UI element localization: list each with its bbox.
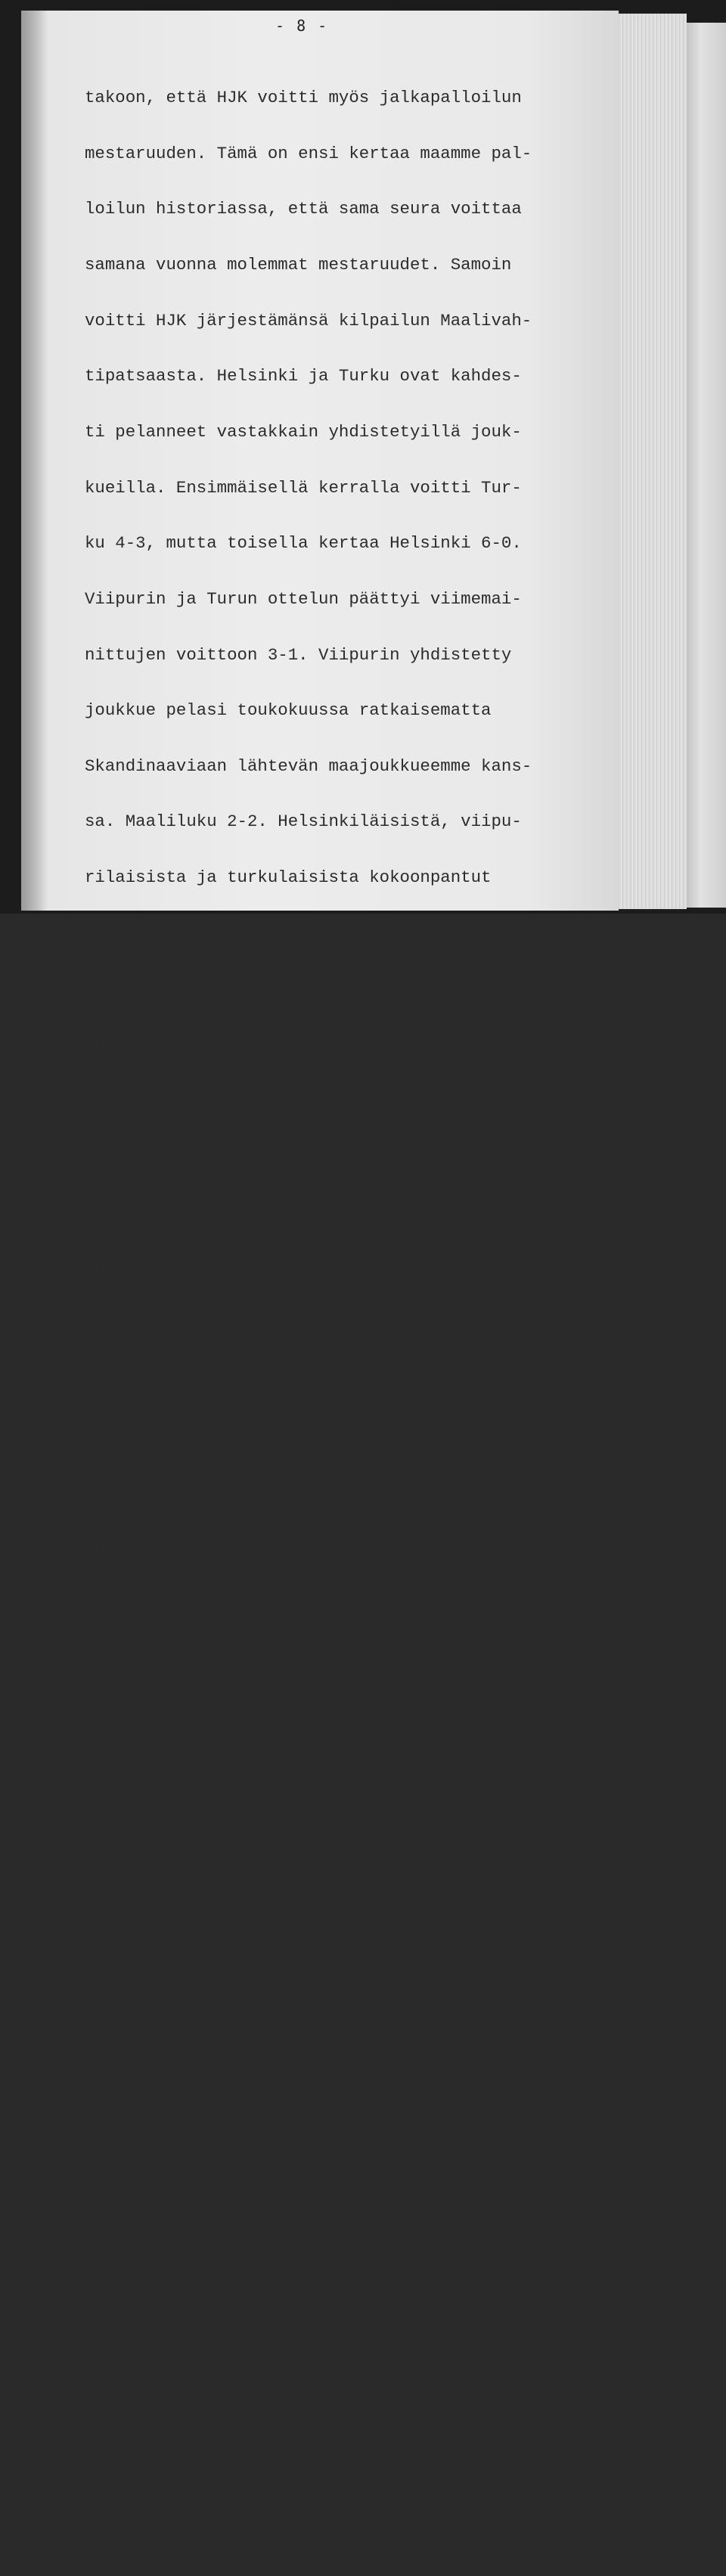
text-line: jalassa ja pelasi m.m. Joensuussa kaksi ot- [85,1146,522,1166]
text-line: (HPS),✓Ch.Stormbom (Turun IFK), M.Jansson [85,1926,501,1946]
typewritten-text [85,51,599,2576]
text-line: IFK). [85,2315,136,2335]
text-line: Laine (Viipurin Sudet),✓L.Virta ja H.Mantila [85,1870,532,1890]
text-line: sio (Viipurin Sudet),✓Kanerva (HPS),✓H.Bele- [85,2204,532,2224]
text-line: set pelaajat jalkapalloilussa vuonna 1923 o- [85,1591,532,1612]
text-line: ku 4-3, mutta toisella kertaa Helsinki 6-0. [85,533,522,554]
text-line: witcz,✓A.Katajavuori (HPS) ja G.Åström (H:gin [85,2260,542,2280]
text-line: on ollut lukuisasti. Helsingin toisen luo- [85,1034,512,1054]
text-line: (Turun IFK),✓T.Koskinen (Viipurin Sudet),✓I. [85,1814,532,1834]
text-line: gin sarjakilpailuissa mukana yli 30 joukku- [85,1424,522,1445]
text-line: Skandinaaviaan lähtevän maajoukkueemme kans- [85,756,532,776]
page-number: - 8 - [275,17,329,35]
text-line: kulkua jalkapalloilussa. Suomen kansainväli- [85,1535,532,1556]
text-line: vat: [85,1647,126,1668]
text-line: ✓Tammisalo (HJK),✓Englund (H:gin IFK), [85,1702,532,1723]
text-line: luja ei saatu kenttäpuutteen ja sateiden ta- [85,1257,532,1277]
text-line: (Turun IFK),✓E.Soinio (HJK),✓Hj.Kelin (HJK), [85,1981,532,2001]
text-line: Viipurin ja Turun ottelun päättyi viimemai- [85,588,522,609]
gutter-shadow [21,11,48,911]
text-line: telua samana päivänä. Helsingin sarjakilpai- [85,1201,532,1221]
text-line: joukkue pelasi toukokuussa ratkaisematta [85,700,492,721]
text-line: etta. Liite 4 osoittaa mestaruuskilpailun [85,1480,501,1501]
text-line: sa, jonka voitti KIF. Kaikkiaan oli Helsin- [85,1368,522,1389]
text-line: kaa. A.joukkue voitti 3-1. Ystävyysotteluja [85,979,522,999]
text-line: te 5, jonka on laatinut asiamiehemme Turussa [85,2427,532,2447]
text-line: takoon, että HJK voitti myös jalkapalloilun [85,88,522,108]
text-line: nittujen voittoon 3-1. Viipurin yhdistetty [85,644,512,665]
text-line: lehtori Aug.Blomberg. Toiminta Turussa on [85,2482,501,2503]
text-line: kueilla. Ensimmäisellä kerralla voitti Tur- [85,477,522,498]
text-line: ti pelanneet vastakkain yhdistetyillä jouk- [85,421,522,442]
text-line: sa. Maaliluku 2-2. Helsinkiläisistä, viipu- [85,812,522,832]
text-line: kan joukkue on käynyt kilpailumatkalla Kar- [85,1090,522,1110]
text-line: Turun piirin toimintaa osoittaa lii- [85,2371,542,2391]
text-line: joukkueet ottelivat ennen Keski-Europan mat- [85,923,532,943]
facing-page-edge [684,23,726,908]
text-line: mestaruuden. Tämä on ensi kertaa maamme pal- [85,143,532,163]
text-line: A.Linna (HPS),✓V.Eklöf (HJK),✓K.Fallström ja [85,2037,532,2057]
text-line: kia loppuun suoritettua, paitsi ensi luokas- [85,1313,532,1333]
text-line: B.Silve (HJK), T.Österlund ja P.Kuffschnoff [85,2093,522,2113]
text-line: loilun historiassa, että sama seura voittaa [85,199,522,219]
text-line: voitti HJK järjestämänsä kilpailun Maalivah- [85,310,532,331]
text-line: (Turun IFK),✓Kettunen (Viipurin Sudet),✓Moi- [85,2148,532,2168]
text-line: huomattavasti vilkastunut ja muodostunut e- [85,2538,522,2559]
text-line: samana vuonna molemmat mestaruudet. Samoin [85,255,512,275]
text-line: tipatsaasta. Helsinki ja Turku ovat kahdes- [85,366,522,386]
text-line: rilaisista ja turkulaisista kokoonpantut [85,867,492,888]
text-line: Lydman (HPS),✓R.Wickström (KIF),✓I.Grannas [85,1758,512,1779]
